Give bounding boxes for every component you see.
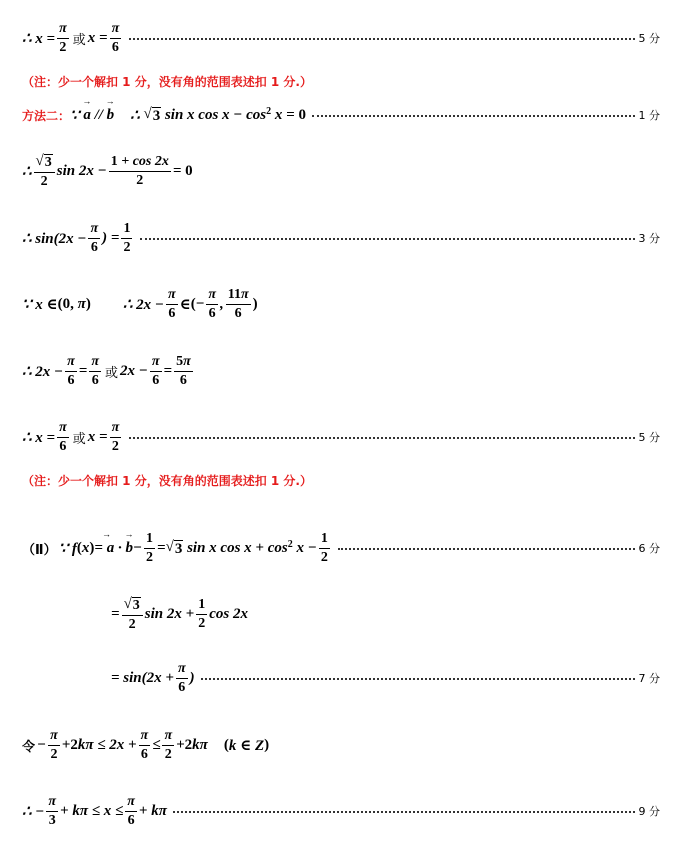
leader-dots xyxy=(129,37,634,40)
leader-dots xyxy=(129,436,634,439)
line-inequality xyxy=(0,724,692,766)
line-sin2x-equation xyxy=(0,150,692,192)
score-label: 3 分 xyxy=(638,232,660,245)
score-label: 5 分 xyxy=(638,32,660,45)
math-expression: ∴ x = $\frac{\pi}{6}$ 或 x = $\frac{\pi}{2}$ xyxy=(22,419,120,454)
math-expression: ∵ x ∈ (0, π ) ∴ 2x − $\frac{\pi}{6}$ ∈ (− $\frac{\pi}{6}$ , $\frac{11\pi}{6}$ ) xyxy=(22,286,258,321)
math-expression: ∴ √ 3 2 sin 2x − $\frac{1 + \cos 2x}{2}$ = 0 xyxy=(22,152,193,189)
score-label: 7 分 xyxy=(638,672,660,685)
or-word: 或 xyxy=(72,32,86,48)
leader-dots xyxy=(201,677,635,680)
or-word: 或 xyxy=(72,431,86,447)
method-two-label: 方法二： xyxy=(22,108,71,123)
note-line-1 xyxy=(0,72,692,90)
note-line-2 xyxy=(0,471,692,489)
line-simplify-2 xyxy=(0,658,692,698)
leader-dots xyxy=(312,114,635,117)
line-simplify-1 xyxy=(0,592,692,636)
line-sin-half xyxy=(0,218,692,258)
math-expression: ∵ f ( x ) = → a · → b − $\frac{1}{2}$ = √ 3 sin x cos x + cos 2 x − $\frac{1}{2}$ xyxy=(59,531,332,566)
leader-dots xyxy=(338,547,635,550)
score-label: 6 分 xyxy=(638,542,660,555)
or-word: 或 xyxy=(105,365,119,381)
score-label: 1 分 xyxy=(638,109,660,122)
line-method-two xyxy=(0,103,692,127)
line-part-two-fx xyxy=(0,528,692,568)
math-expression: ∴ − $\frac{\pi}{3}$ + kπ ≤ x ≤ $\frac{\pi}{6}$ + kπ xyxy=(22,793,167,828)
note-text: （注：少一个解扣 1 分，没有角的范围表述扣 1 分.） xyxy=(22,473,312,488)
math-expression: = √ 3 2 sin 2x + $\frac{1}{2}$ cos 2x xyxy=(111,595,248,632)
math-expression: ∵ → a // → b ∴ √ 3 sin x cos x − cos 2 x = 0 xyxy=(70,106,306,125)
let-word: 令 xyxy=(22,739,36,755)
score-label: 5 分 xyxy=(638,431,660,444)
part-two-label: （Ⅱ） xyxy=(22,542,57,558)
note-text: （注：少一个解扣 1 分，没有角的范围表述扣 1 分.） xyxy=(22,74,312,89)
line-x-interval xyxy=(0,790,692,832)
line-x-solutions-2 xyxy=(0,418,692,456)
math-expression: ∴ 2x − $\frac{\pi}{6}$ = $\frac{\pi}{6}$ 或 2x − $\frac{\pi}{6}$ = $\frac{5\pi}{6}$ xyxy=(22,353,191,388)
line-range xyxy=(0,284,692,324)
math-expression: − $\frac{\pi}{2}$ + 2 kπ ≤ 2x + $\frac{\pi}{6}$ ≤ $\frac{\pi}{2}$ + 2 kπ ( k ∈ Z ) xyxy=(37,727,270,762)
line-x-solutions-1 xyxy=(0,20,692,56)
score-label: 9 分 xyxy=(638,805,660,818)
leader-dots xyxy=(173,810,635,813)
math-expression: ∴ x = $\frac{\pi}{2}$ 或 x = $\frac{\pi}{6}$ xyxy=(22,20,120,55)
leader-dots xyxy=(140,237,634,240)
math-expression: ∴ sin(2x − $\frac{\pi}{6}$ ) = $\frac{1}{2}$ xyxy=(22,220,131,255)
math-expression: = sin(2x + $\frac{\pi}{6}$ ) xyxy=(111,660,195,695)
line-angle-values xyxy=(0,350,692,392)
